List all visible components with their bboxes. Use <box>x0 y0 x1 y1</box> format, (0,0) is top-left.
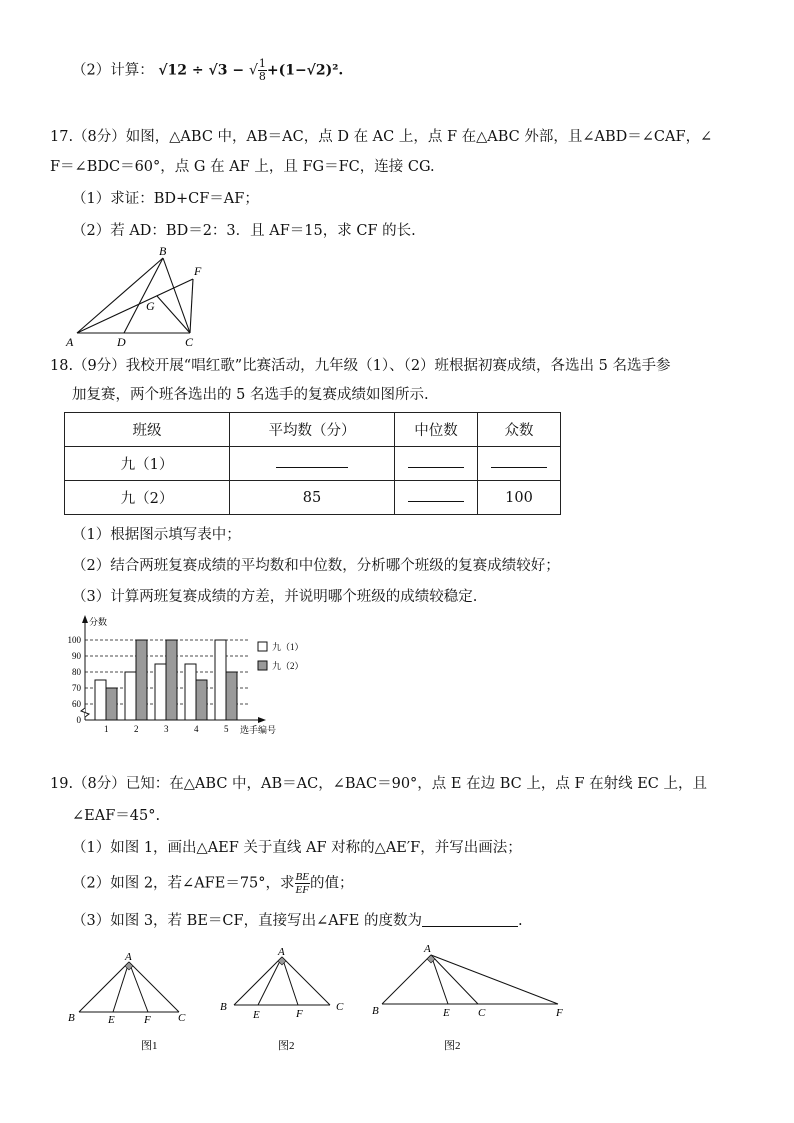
table-cell: 100 <box>478 481 561 515</box>
fig3-label-f: F <box>556 1007 563 1019</box>
q18-stem-line1: 18.（9分）我校开展“唱红歌”比赛活动，九年级（1）、（2）班根据初赛成绩，各选出 5 名选手参 <box>50 358 671 374</box>
table-cell[interactable] <box>395 481 478 515</box>
fig2-label-e: E <box>253 1009 260 1021</box>
q19-stem-line2: ∠EAF＝45°. <box>72 808 161 824</box>
x-axis-arrow <box>258 717 266 723</box>
x-tick-label: 2 <box>134 724 139 734</box>
y-tick-label: 80 <box>72 667 81 677</box>
table-header-cell: 平均数（分） <box>230 413 395 447</box>
table-header-row <box>65 413 561 447</box>
q17-label-b: B <box>159 244 167 258</box>
answer-blank[interactable] <box>491 467 547 468</box>
legend-swatch-class1 <box>258 642 267 651</box>
q16-expr-a: √12 <box>158 62 188 79</box>
y-tick-label: 100 <box>67 635 81 645</box>
legend-label-class1: 九（1） <box>272 642 304 652</box>
q17-label-g: G <box>146 299 155 313</box>
table-header-cell: 众数 <box>478 413 561 447</box>
q18-part2: （2）结合两班复赛成绩的平均数和中位数，分析哪个班级的复赛成绩较好； <box>72 558 560 574</box>
q17-label-f: F <box>194 264 202 278</box>
fig2-label-c: C <box>336 1001 344 1013</box>
q18-bar-chart <box>60 612 310 740</box>
answer-blank[interactable] <box>408 501 464 502</box>
bar-series1 <box>215 640 226 720</box>
answer-blank[interactable] <box>422 910 518 927</box>
bar-series2 <box>166 640 177 720</box>
bar-series2 <box>136 640 147 720</box>
bar-series2 <box>106 688 117 720</box>
fig1-label-f: F <box>144 1014 151 1026</box>
q19-figure-3 <box>368 938 574 1052</box>
bar-series1 <box>95 680 106 720</box>
q17-part1: （1）求证：BD+CF＝AF； <box>72 191 259 207</box>
y-tick-label: 0 <box>76 715 81 725</box>
fig3-label-e: E <box>443 1007 450 1019</box>
fig3-label-b: B <box>372 1005 379 1017</box>
x-tick-label: 1 <box>104 724 109 734</box>
q16-expr-b: ÷ √3 − <box>187 62 249 79</box>
fig2-label-f: F <box>296 1008 303 1020</box>
q19-part3 <box>72 910 523 931</box>
fig2-caption: 图2 <box>278 1040 295 1052</box>
bar-series2 <box>196 680 207 720</box>
x-tick-label: 4 <box>194 724 199 734</box>
q19-part2 <box>72 871 353 896</box>
q19-part3-end: . <box>517 913 523 929</box>
x-axis-label: 选手编号 <box>240 725 277 735</box>
q18-score-table <box>64 412 561 515</box>
q19-part1: （1）如图 1，画出△AEF 关于直线 AF 对称的△AE′F，并写出画法； <box>72 840 522 856</box>
bar-series2 <box>226 672 237 720</box>
legend-swatch-class2 <box>258 661 267 670</box>
fig2-label-b: B <box>220 1001 227 1013</box>
q19-figure-1 <box>62 945 198 1057</box>
fig3-label-a: A <box>424 943 431 955</box>
fig1-label-b: B <box>68 1012 75 1024</box>
table-header-cell: 中位数 <box>395 413 478 447</box>
q16-part2: （2）计算： √12 ÷ √3 − √ $\frac{1}{8}$ +(1−√2)². <box>72 57 344 83</box>
fig1-caption: 图1 <box>141 1040 158 1052</box>
q16-frac-den: 8 <box>258 70 266 83</box>
q18-stem-line2: 加复赛，两个班各选出的 5 名选手的复赛成绩如图所示. <box>72 387 429 403</box>
answer-blank[interactable] <box>276 467 348 468</box>
table-row <box>65 481 561 515</box>
q19-part2-tail: 的值； <box>309 875 354 892</box>
fig3-caption: 图2 <box>444 1040 461 1052</box>
x-tick-label: 5 <box>224 724 229 734</box>
y-axis-arrow <box>82 615 88 623</box>
bar-series1 <box>155 664 166 720</box>
table-row <box>65 447 561 481</box>
fig3-label-c: C <box>478 1007 486 1019</box>
q17-triangle-figure <box>60 240 220 352</box>
q18-part1: （1）根据图示填写表中； <box>72 527 241 543</box>
q16-part2-prefix: （2）计算： <box>72 62 154 79</box>
fig1-label-a: A <box>125 951 132 963</box>
y-tick-label: 70 <box>72 683 81 693</box>
q17-stem-line1: 17.（8分）如图，△ABC 中，AB＝AC，点 D 在 AC 上，点 F 在△ABC 外部，且∠ABD＝∠CAF，∠ <box>50 129 713 145</box>
fig1-label-c: C <box>178 1012 186 1024</box>
y-tick-label: 90 <box>72 651 81 661</box>
q19-figure-2 <box>212 940 352 1052</box>
q19-stem-line1: 19.（8分）已知：在△ABC 中，AB＝AC，∠BAC＝90°，点 E 在边 BC 上，点 F 在射线 EC 上，且 <box>50 776 708 792</box>
x-tick-label: 3 <box>164 724 169 734</box>
q19-frac-den: EF <box>295 884 309 896</box>
q19-part3-text: （3）如图 3，若 BE＝CF，直接写出∠AFE 的度数为 <box>72 913 422 929</box>
q16-fraction <box>258 58 267 83</box>
q17-label-d: D <box>117 335 126 349</box>
axis-break-mark <box>81 708 89 717</box>
bar-series1 <box>185 664 196 720</box>
bar-series1 <box>125 672 136 720</box>
q16-expr-c: +(1−√2)². <box>266 62 344 79</box>
q19-frac-num: BE <box>295 871 309 883</box>
table-cell: 85 <box>230 481 395 515</box>
fig1-label-e: E <box>108 1014 115 1026</box>
table-header-cell: 班级 <box>65 413 230 447</box>
q17-stem-line2: F＝∠BDC＝60°，点 G 在 AF 上，且 FG＝FC，连接 CG. <box>50 159 435 175</box>
table-cell[interactable] <box>395 447 478 481</box>
table-cell[interactable] <box>478 447 561 481</box>
table-cell[interactable] <box>230 447 395 481</box>
q19-ratio-fraction <box>295 871 310 896</box>
fig2-label-a: A <box>278 946 285 958</box>
y-axis-label: 分数 <box>89 617 108 627</box>
q18-part3: （3）计算两班复赛成绩的方差，并说明哪个班级的成绩较稳定. <box>72 589 478 605</box>
q17-part2: （2）若 AD：BD＝2：3．且 AF＝15，求 CF 的长. <box>72 223 416 239</box>
answer-blank[interactable] <box>408 467 464 468</box>
q19-part2-text: （2）如图 2，若∠AFE＝75°，求 <box>72 875 295 892</box>
table-cell: 九（1） <box>65 447 230 481</box>
q16-frac-num: 1 <box>258 57 266 70</box>
q17-label-c: C <box>185 335 194 349</box>
q17-label-a: A <box>66 335 74 349</box>
legend-label-class2: 九（2） <box>272 661 304 671</box>
y-tick-label: 60 <box>72 699 81 709</box>
table-cell: 九（2） <box>65 481 230 515</box>
